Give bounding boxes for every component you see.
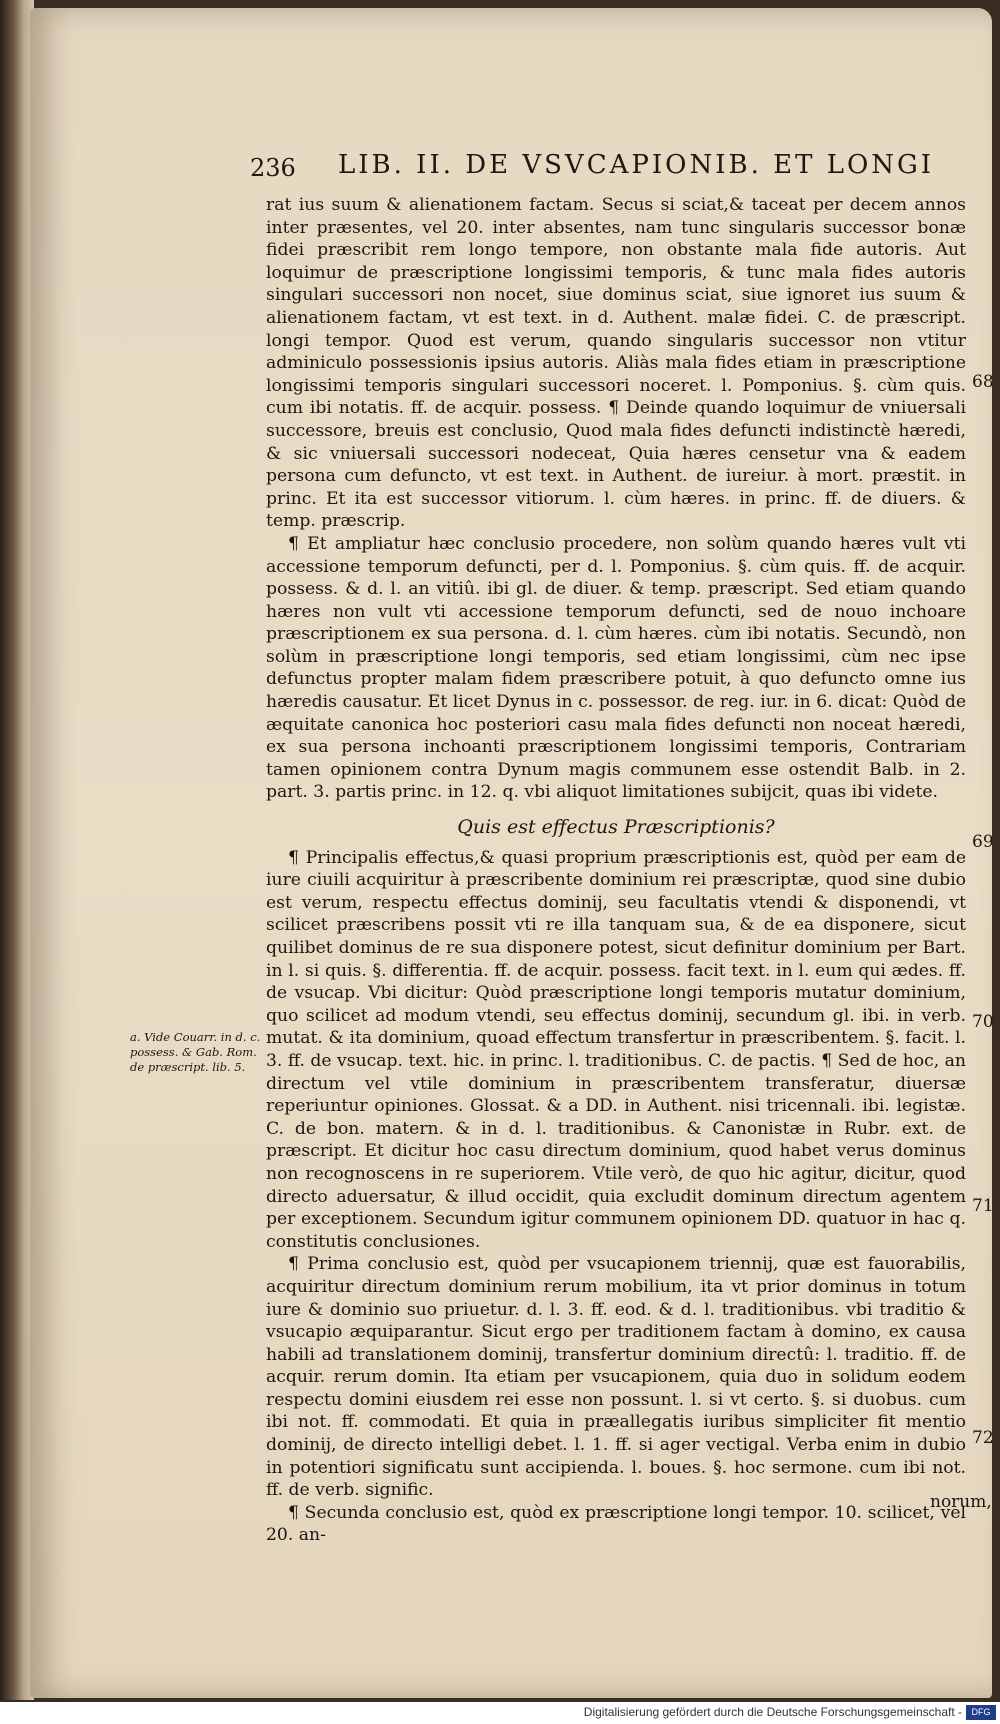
paragraph: ¶ Secunda conclusio est, quòd ex præscriptione longi tempor. 10. scilicet, vel 20. an- xyxy=(266,1502,966,1546)
marginal-note: a. Vide Couarr. in d. c. possess. & Gab. Rom. de præscript. lib. 5. xyxy=(130,1030,261,1074)
section-heading: Quis est effectus Præscriptionis? xyxy=(457,816,775,839)
book-edge xyxy=(0,0,34,1700)
footer-bar xyxy=(0,1702,1000,1724)
catchword: norum, xyxy=(930,1492,992,1512)
running-header xyxy=(250,150,970,190)
paragraph: rat ius suum & alienationem factam. Secus si sciat,& taceat per decem annos inter præsentes, vel 20. inter absentes, nam tunc singularis successor bonæ fidei præscribit rem longo tempore, non obstante mala fide autoris. Aut loquimur de præscriptione longissimi temporis, & tunc mala fides autoris singulari successori non nocet, siue dominus sciat, siue ignoret ius suum & alienationem factam, vt est text. in d. Authent. malæ fidei. C. de præscript. longi tempor. Quod est verum, quando singularis successor non vtitur adminiculo possessionis ipsius autoris. Aliàs mala fides etiam in præscriptione longissimi temporis singulari successori noceret. l. Pomponius. §. cùm quis. cum ibi notatis. ff. de acquir. possess. ¶ Deinde quando loquimur de vniuersali successore, breuis est conclusio, Quod mala fides defuncti indistinctè hæredi, & sic vniuersali successori nodeceat, Quia hæres censetur vna & eadem persona cum defuncto, vt est text. in Authent. de iureiur. à mort. præstit. in princ. Et ita est successor vitiorum. l. cùm hæres. in princ. ff. de diuers. & temp. præscrip. xyxy=(266,195,966,532)
margin-number: 69 xyxy=(972,832,994,852)
text-body xyxy=(266,194,966,1547)
margin-number: 70 xyxy=(972,1012,994,1032)
margin-number: 72 xyxy=(972,1428,994,1448)
margin-number: 68 xyxy=(972,372,994,392)
margin-number: 71 xyxy=(972,1196,994,1216)
page-number: 236 xyxy=(250,154,296,182)
running-title: LIB. II. DE VSVCAPIONIB. ET LONGI xyxy=(338,150,935,180)
paragraph: ¶ Et ampliatur hæc conclusio procedere, non solùm quando hæres vult vti accessione temporum defuncti, per d. l. Pomponius. §. cùm quis. ff. de acquir. possess. & d. l. an vitiû. ibi gl. de diuer. & temp. præscript. Sed etiam quando hæres non vult vti accessione temporum defuncti, sed de nouo inchoare præscriptionem ex sua persona. d. l. cùm hæres. cùm ibi notatis. Secundò, non solùm in præscriptione longi temporis, sed etiam longissimi, cùm nec ipse defunctus propter malam fidem præscribere potuit, à quo defuncto omne ius hæredis causatur. Et licet Dynus in c. possessor. de reg. iur. in 6. dicat: Quòd de æquitate canonica hoc posteriori casu mala fides defuncti non noceat hæredi, ex sua persona inchoanti præscriptionem longissimi temporis, Contrariam tamen opinionem contra Dynum magis communem esse ostendit Balb. in 2. part. 3. partis princ. in 12. q. vbi aliquot limitationes subijcit, quas ibi videte. xyxy=(266,533,966,803)
paragraph: ¶ Prima conclusio est, quòd per vsucapionem triennij, quæ est fauorabilis, acquiritur directum dominium rerum mobilium, ita vt prior dominus in totum iure & dominio suo priuetur. d. l. 3. ff. eod. & d. l. traditionibus. vbi traditio & vsucapio æquiparantur. Sicut ergo per traditionem factam à domino, ex causa habili ad translationem dominij, transfertur dominium directû: l. traditio. ff. de acquir. rerum domin. Ita etiam per vsucapionem, quia duo in solidum eodem respectu domini eiusdem rei esse non possunt. l. si vt certo. §. si duobus. cum ibi not. ff. commodati. Et quia in præallegatis iuribus simpliciter fit mentio dominij, de directo intelligi debet. l. 1. ff. si ager vectigal. Verba enim in dubio in potentiori significatu sunt accipienda. l. boues. §. hoc sermone. cum ibi not. ff. de verb. signific. xyxy=(266,1254,966,1501)
paragraph: ¶ Principalis effectus,& quasi proprium præscriptionis est, quòd per eam de iure ciuili acquiritur à præscribente dominium rei præscriptæ, quod sine dubio est verum, respectu effectus dominij, seu facultatis vtendi & disponendi, vt scilicet præscribens possit vti re illa tanquam sua, & de ea disponere, sicut quilibet dominus de re sua disponere potest, sicut definitur dominium per Bart. in l. si quis. §. differentia. ff. de acquir. possess. facit text. in l. eum qui ædes. ff. de vsucap. Vbi dicitur: Quòd præscriptione longi temporis mutatur dominium, quo scilicet ad modum vtendi, seu effectus dominij, secundum gl. ibi. in verb. mutat. & ita dominium, quoad effectum transfertur in præscribentem. §. facit. l. 3. ff. de vsucap. text. hic. in princ. l. traditionibus. C. de pactis. ¶ Sed de hoc, an directum vel vtile dominium in præscribentem transferatur, diuersæ reperiuntur opiniones. Glossat. & a DD. in Authent. nisi tricennali. ibi. legistæ. C. de bon. matern. & in d. l. traditionibus. & Canonistæ in Rubr. ext. de præscript. Et dicitur hoc casu directum dominium, quod habet verus dominus non recognoscens in re superiorem. Vtile verò, de quo hic agitur, dicitur, quod directo aduersatur, & illud occidit, quia excludit dominum directum agentem per exceptionem. Secundum igitur communem opinionem DD. quatuor in hac q. constitutis conclusiones. xyxy=(266,847,966,1252)
footer-credit: Digitalisierung gefördert durch die Deutsche Forschungsgemeinschaft - xyxy=(583,1705,962,1719)
dfg-logo: DFG xyxy=(966,1705,996,1720)
